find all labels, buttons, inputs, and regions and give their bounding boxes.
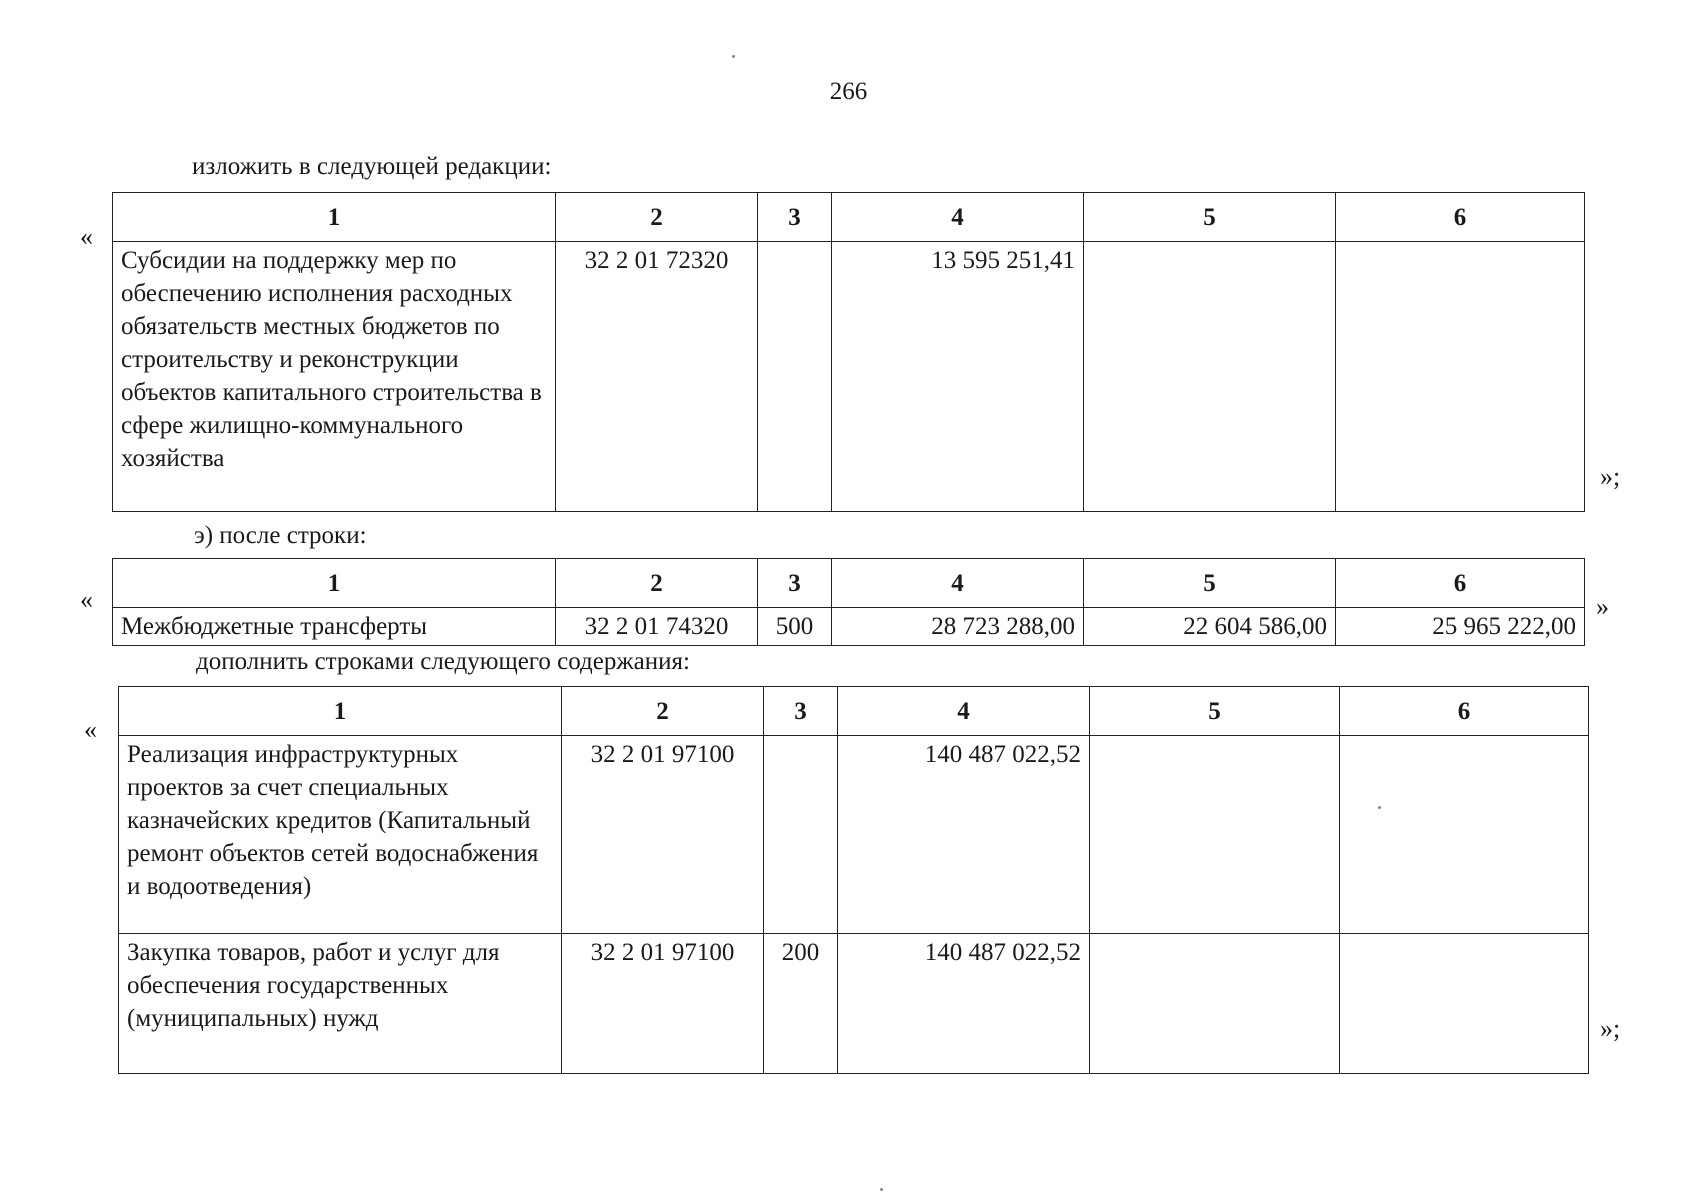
row-value-4: 13 595 251,41	[832, 242, 1084, 512]
table-header-row	[113, 559, 1585, 608]
budget-table-3	[118, 686, 1589, 1074]
table-header-row	[113, 193, 1585, 242]
row-code: 32 2 01 97100	[562, 934, 764, 1074]
header-col-6: 6	[1336, 559, 1585, 608]
row-code: 32 2 01 72320	[556, 242, 758, 512]
row-value-6: 25 965 222,00	[1336, 608, 1585, 646]
table-row	[119, 934, 1589, 1074]
budget-table-1	[112, 192, 1585, 512]
header-col-1: 1	[113, 193, 556, 242]
header-col-4: 4	[832, 559, 1084, 608]
row-value-4: 28 723 288,00	[832, 608, 1084, 646]
row-value-6	[1340, 934, 1589, 1074]
table-header-row	[119, 687, 1589, 736]
table-row	[113, 242, 1585, 512]
row-name: Межбюджетные трансферты	[113, 608, 556, 646]
scan-speck	[732, 55, 735, 58]
row-type: 500	[758, 608, 832, 646]
row-value-5	[1090, 934, 1340, 1074]
header-col-5: 5	[1090, 687, 1340, 736]
opening-quote-3: «	[84, 715, 97, 744]
header-col-2: 2	[556, 559, 758, 608]
paragraph-instruction-3: дополнить строками следующего содержания:	[196, 648, 690, 675]
row-name: Закупка товаров, работ и услуг для обеспечения государственных (муниципальных) нужд	[119, 934, 562, 1074]
row-value-4: 140 487 022,52	[838, 934, 1090, 1074]
opening-quote-1: «	[80, 222, 93, 251]
table-row	[113, 608, 1585, 646]
row-type	[764, 736, 838, 934]
header-col-5: 5	[1084, 559, 1336, 608]
row-code: 32 2 01 74320	[556, 608, 758, 646]
paragraph-instruction-2: э) после строки:	[194, 522, 367, 549]
opening-quote-2: «	[80, 585, 93, 614]
header-col-6: 6	[1340, 687, 1589, 736]
scan-speck	[880, 1188, 883, 1191]
scan-speck	[1378, 806, 1381, 809]
row-name: Субсидии на поддержку мер по обеспечению исполнения расходных обязательств местных бюджетов по строительству и реконструкции объектов капитального строительства в сфере жилищно-коммунального хозяйства	[113, 242, 556, 512]
row-value-5	[1090, 736, 1340, 934]
header-col-3: 3	[758, 559, 832, 608]
closing-quote-1: »;	[1600, 462, 1621, 491]
header-col-1: 1	[113, 559, 556, 608]
row-type	[758, 242, 832, 512]
header-col-4: 4	[832, 193, 1084, 242]
row-type: 200	[764, 934, 838, 1074]
table-row	[119, 736, 1589, 934]
header-col-2: 2	[556, 193, 758, 242]
budget-table-2	[112, 558, 1585, 646]
page-number: 266	[829, 78, 868, 105]
header-col-2: 2	[562, 687, 764, 736]
row-value-6	[1336, 242, 1585, 512]
row-value-5: 22 604 586,00	[1084, 608, 1336, 646]
closing-quote-3: »;	[1600, 1014, 1621, 1043]
header-col-3: 3	[764, 687, 838, 736]
header-col-6: 6	[1336, 193, 1585, 242]
row-value-5	[1084, 242, 1336, 512]
header-col-5: 5	[1084, 193, 1336, 242]
row-code: 32 2 01 97100	[562, 736, 764, 934]
row-name: Реализация инфраструктурных проектов за счет специальных казначейских кредитов (Капитальный ремонт объектов сетей водоснабжения и водоотведения)	[119, 736, 562, 934]
header-col-1: 1	[119, 687, 562, 736]
header-col-3: 3	[758, 193, 832, 242]
row-value-6	[1340, 736, 1589, 934]
row-value-4: 140 487 022,52	[838, 736, 1090, 934]
closing-quote-2: »	[1596, 592, 1609, 621]
paragraph-instruction-1: изложить в следующей редакции:	[192, 153, 552, 180]
header-col-4: 4	[838, 687, 1090, 736]
